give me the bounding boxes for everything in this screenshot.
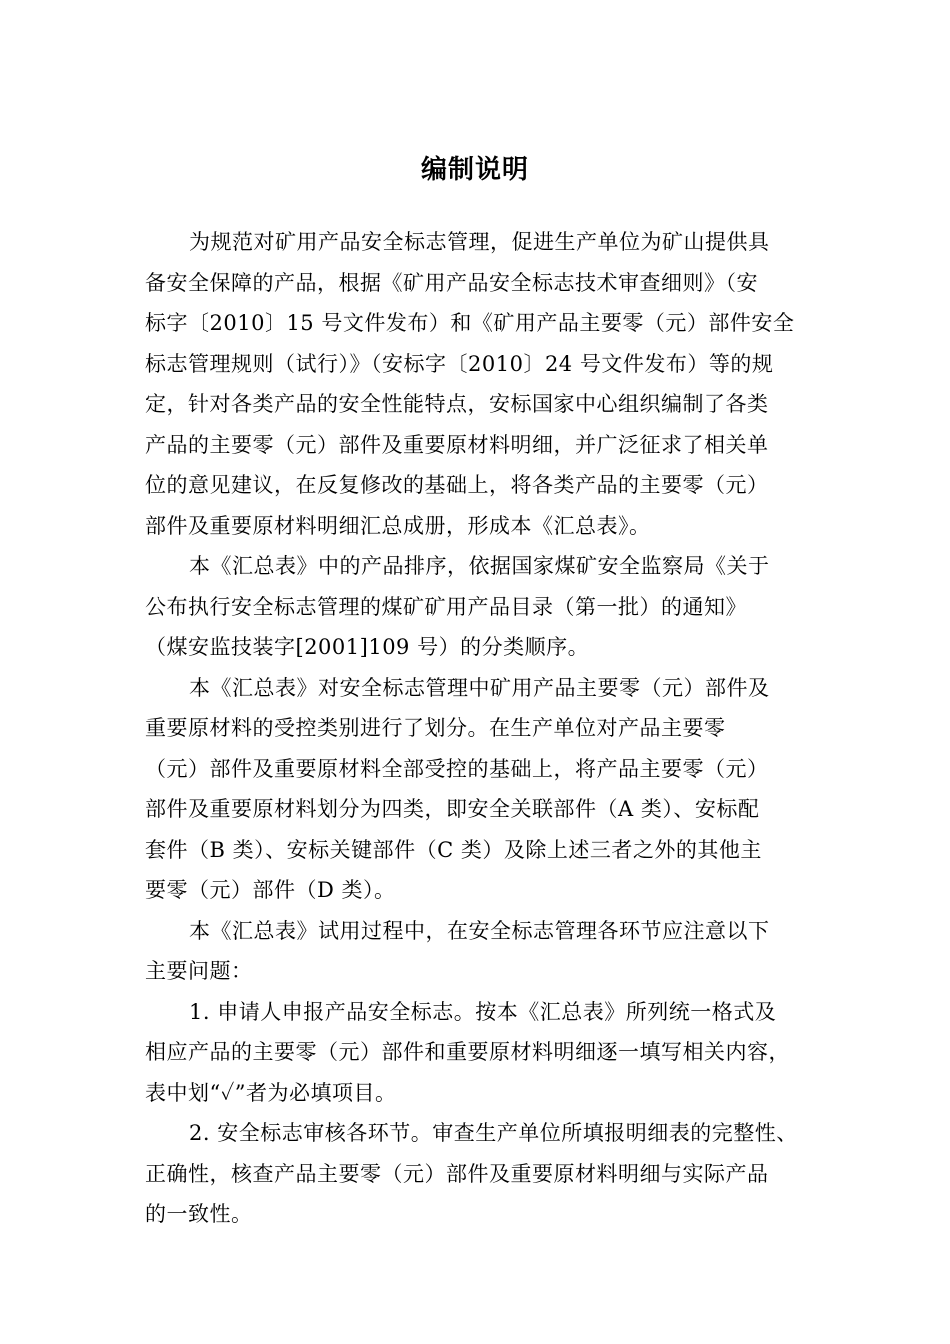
text-line: 相应产品的主要零（元）部件和重要原材料明细逐一填写相关内容，: [145, 1040, 790, 1064]
text-line: 要零（元）部件（D 类）。: [145, 878, 396, 902]
document-body: [145, 222, 820, 1235]
text-line: 套件（B 类）、安标关键部件（C 类）及除上述三者之外的其他主: [145, 837, 762, 862]
text-line: 的一致性。: [145, 1202, 253, 1226]
text-line: 标字〔2010〕15 号文件发布）和《矿用产品主要零（元）部件安全: [145, 311, 795, 335]
text-line: 部件及重要原材料划分为四类，即安全关联部件（A 类）、安标配: [145, 797, 760, 821]
text-line: 主要问题：: [145, 959, 253, 983]
text-line: 本《汇总表》中的产品排序，依据国家煤矿安全监察局《关于: [189, 554, 770, 578]
text-line: 重要原材料的受控类别进行了划分。在生产单位对产品主要零: [145, 716, 726, 740]
text-line: 标志管理规则（试行）》（安标字〔2010〕24 号文件发布）等的规: [145, 351, 774, 376]
text-line: 公布执行安全标志管理的煤矿矿用产品目录（第一批）的通知》: [145, 594, 747, 619]
text-line: 本《汇总表》对安全标志管理中矿用产品主要零（元）部件及: [189, 675, 770, 700]
text-line: 本《汇总表》试用过程中，在安全标志管理各环节应注意以下: [189, 918, 770, 943]
text-line: （煤安监技装字[2001]109 号）的分类顺序。: [145, 635, 590, 659]
text-line: 定，针对各类产品的安全性能特点，安标国家中心组织编制了各类: [145, 392, 769, 416]
text-line: 1. 申请人申报产品安全标志。按本《汇总表》所列统一格式及: [189, 999, 777, 1024]
text-line: 产品的主要零（元）部件及重要原材料明细，并广泛征求了相关单: [145, 432, 769, 457]
text-line: 2. 安全标志审核各环节。审查生产单位所填报明细表的完整性、: [189, 1121, 798, 1145]
text-line: 为规范对矿用产品安全标志管理，促进生产单位为矿山提供具: [189, 230, 770, 254]
text-line: 部件及重要原材料明细汇总成册，形成本《汇总表》。: [145, 513, 651, 538]
text-line: 正确性，核查产品主要零（元）部件及重要原材料明细与实际产品: [145, 1161, 769, 1186]
text-line: 备安全保障的产品，根据《矿用产品安全标志技术审查细则》（安: [145, 270, 758, 295]
text-line: 表中划“✓”者为必填项目。: [145, 1080, 397, 1105]
text-line: 位的意见建议，在反复修改的基础上，将各类产品的主要零（元）: [145, 473, 769, 497]
text-line: （元）部件及重要原材料全部受控的基础上，将产品主要零（元）: [145, 756, 769, 781]
document-title: 编制说明: [420, 155, 529, 185]
